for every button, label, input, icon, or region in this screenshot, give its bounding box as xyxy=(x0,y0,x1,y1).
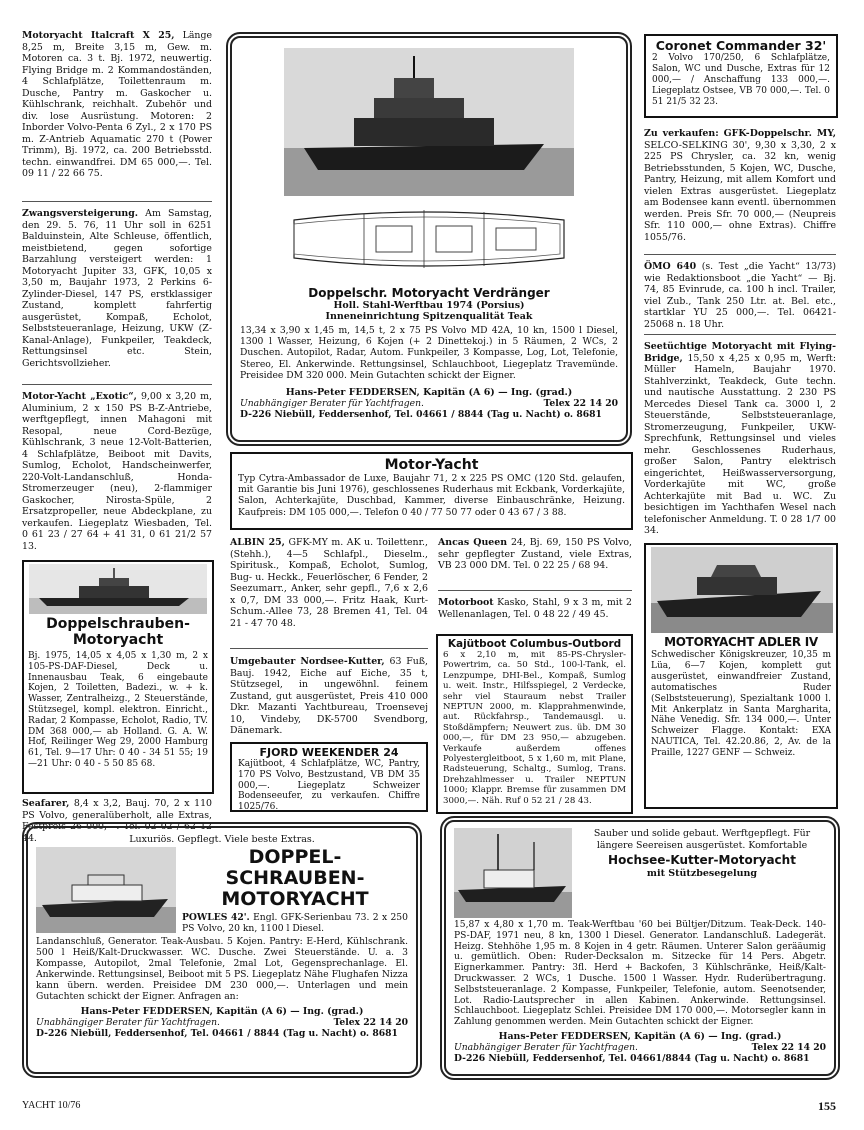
ad-zwangsversteigerung xyxy=(22,208,212,369)
ad-albin xyxy=(230,537,428,629)
ad-title: Coronet Commander 32' xyxy=(655,38,827,53)
agent-tagline: Unabhängiger Berater für Yachtfragen. xyxy=(454,1041,638,1053)
ad-body: Kajütboot, 4 Schlafplätze, WC, Pantry, 170 PS Volvo, Bestzustand, VB DM 35 000,—. Liegeplatz Schweizer Bodenseeufer, zu verkaufen. Chiffre 1025/76. xyxy=(238,759,420,813)
ad-title: ÖMO 640 xyxy=(644,261,697,272)
ad-columbus xyxy=(436,634,633,814)
agent-telex: Telex 22 14 20 xyxy=(543,398,618,410)
agent-address: D-226 Niebüll, Feddersenhof, Tel. 04661 / 8844 (Tag u. Nacht) o. 8681 xyxy=(240,409,602,421)
divider xyxy=(230,648,428,649)
ad-body: SELCO-SELKING 30', 9,30 x 3,30, 2 x 225 PS Chrysler, ca. 32 kn, wenig Betriebsstunden, 5 Kojen, WC, Dusche, Pantry, Heizung, mit allem Komfort und vielen Extras ausgerüstet. Liegeplatz am Bodensee kann eventl. übernommen werden. Preis Sfr. 70 000,— (Neupreis Sfr. 110 000,— ohne Extras). Chiffre 1055/76. xyxy=(644,139,836,243)
ad-title: Motor-Yacht „Exotic“, xyxy=(22,391,137,402)
ad-title: Doppelschrauben-Motoryacht xyxy=(46,616,190,648)
ad-title: Zu verkaufen: GFK-Doppelschr. MY, xyxy=(644,128,836,139)
ad-motorboot-kasko xyxy=(438,597,632,620)
ad-title-line: SCHRAUBEN- xyxy=(225,867,365,889)
agent-name: Hans-Peter FEDDERSEN, Kapitän (A 6) — Ing. (grad.) xyxy=(285,387,573,399)
page-number: 155 xyxy=(818,1099,836,1113)
ad-title: Seetüchtige Motoryacht mit Flying-Bridge, xyxy=(644,341,836,364)
ad-title: Ancas Queen xyxy=(438,537,508,548)
agent-telex: Telex 22 14 20 xyxy=(333,1017,408,1028)
divider xyxy=(644,334,836,335)
ad-verdraenger xyxy=(226,32,632,446)
ad-gfk-selco xyxy=(644,128,836,243)
ad-subtitle: mit Stützbesegelung xyxy=(646,868,758,879)
ad-body: Landanschluß, Generator. Teak-Ausbau. 5 Kojen. Pantry: E-Herd, Kühlschrank. 500 l Heiß/Kalt-Druckwasser. WC. Dusche. Zwei Steuerstände. U. a. 3 Kompasse, Autopilot, 2mal Telefonie, 2mal Lot, Gegensprechanlage. El. Ankerwinde. Rettungsinsel, Beiboot mit 5 PS. Liegeplatz Nähe Flughafen Nizza kann übern. werden. Preisidee DM 230 000,—. Unterlagen und mein Gutachten schickt der Eigner. Anfragen an: xyxy=(36,936,408,1002)
ad-tagline: Sauber und solide gebaut. Werftgepflegt. Für längere Seereisen ausgerüstet. Komfortable xyxy=(593,828,811,851)
ad-title: Doppelschr. Motoryacht Verdränger xyxy=(308,286,550,300)
ad-body: 8,4 x 3,2, Bauj. 70, 2 x 110 PS Volvo, generalüberholt, alle Extras, Festpreis 26 000,—. Tel. 02 02 / 62 12 44. xyxy=(22,798,212,844)
agent-line xyxy=(454,1042,826,1053)
agent-name: Hans-Peter FEDDERSEN, Kapitän (A 6) — Ing. (grad.) xyxy=(80,1006,364,1017)
divider xyxy=(438,590,632,591)
boat-photo xyxy=(651,547,833,633)
ad-title-line: MOTORYACHT xyxy=(221,888,369,910)
ad-header-row xyxy=(36,847,408,934)
ad-exotic xyxy=(22,391,212,552)
ad-oemo xyxy=(644,261,836,330)
ad-title: Motorboot xyxy=(438,597,494,608)
ad-body: GFK-MY m. AK u. Toilettenr., (Stehh.), 4—5 Schlafpl., Dieselm., Spiritusk., Kompaß, Echolot, Sumlog, Bug- u. Heckk., Feuerlöscher, 6 Fender, 2 Seezumarr., Anker, sehr gepfl., 7,6 x 2,6 x 0,7, DM 33 000,—. Fritz Haak, Kurt-Schum.-Allee 73, 28 Bremen 41, Tel. 04 21 - 47 70 48. xyxy=(230,537,428,629)
boat-photo xyxy=(284,48,574,196)
boat-photo xyxy=(454,828,572,918)
ad-subtitle: Inneneinrichtung Spitzenqualität Teak xyxy=(325,311,533,322)
ad-lead: POWLES 42'. xyxy=(182,912,250,923)
agent-address: D-226 Niebüll, Feddersenhof, Tel. 04661 / 8844 (Tag u. Nacht) o. 8681 xyxy=(36,1028,398,1039)
agent-line xyxy=(240,398,618,409)
ad-title: Motor-Yacht xyxy=(384,457,479,473)
divider xyxy=(22,384,212,385)
ad-title: FJORD WEEKENDER 24 xyxy=(259,746,399,759)
ad-title: Umgebauter Nordsee-Kutter, xyxy=(230,656,385,667)
ad-title: Hochsee-Kutter-Motoryacht xyxy=(608,853,796,867)
ad-body: 6 x 2,10 m, mit 85-PS-Chrysler-Powertrim, ca. 50 Std., 100-l-Tank, el. Lenzpumpe, DHI-Bel., Kompaß, Sumlog u. weit. Instr., Hilfsspiegel, 2 Verdecke, sehr viel Stauraum nebst Trailer NEPTUN 2000, m. Klapprahmenwinde, aut. Rückfahrsp., Tandemausgl. u. Stoßdämpfern; Neuwert zus. üb. DM 30 000,—, für DM 23 950,— abzugeben. Verkaufe außerdem offenes Polyestergleitboot, 5 x 1,60 m, mit Plane, Radsteuerung, Schaltg., Sumlog, Trans. Drehzahlmesser u. Trailer NEPTUN 1000; Klappr. Bremse für zusammen DM 3000,—. Näh. Ruf 0 52 21 / 28 43. xyxy=(443,650,626,806)
ad-title: Seafarer, xyxy=(22,798,70,809)
ad-body: 15,50 x 4,25 x 0,95 m, Werft: Müller Hameln, Baujahr 1970. Stahlverzinkt, Teakdeck, Gute techn. und nautische Ausstattung. 2 230 PS Mercedes Diesel Tank ca. 3000 l, 2 Steuerstände, Selbststeueranlage, Stromerzeugung, Funkpeiler, UKW-Sprechfunk, Rettungsinsel und vieles mehr. Geschlossenes Ruderhaus, großer Salon, Pantry elektrisch eingerichtet, Heißwasserversorgung, Vorderkajüte mit WC, große Achterkajüte mit Bad u. WC. Zu besichtigen im Yachthafen Wesel nach telefonischer Anmeldung. T. 0 28 1/7 00 34. xyxy=(644,352,836,536)
divider xyxy=(644,254,836,255)
ad-flying-bridge xyxy=(644,341,836,537)
ad-title: Kajütboot Columbus-Outbord xyxy=(447,638,622,650)
deck-plan-drawing xyxy=(284,200,574,278)
ad-body: Schwedischer Königskreuzer, 10,35 m Lüa, 6—7 Kojen, komplett gut ausgerüstet, einwandfreier Zustand, automatisches Ruder (Selbststeuerung), Spezialtank 1000 l. Mit Ankerplatz in Santa Margharita, Nähe Venedig. Sfr. 134 000,—. Unter Schweizer Flagge. Kontakt: EXA NAUTICA, Tel. 42.20.86, 2, Av. de la Praille, 1227 GENF — Schweiz. xyxy=(651,650,831,759)
ad-body: 9,00 x 3,20 m, Aluminium, 2 x 150 PS B-Z-Antriebe, werftgepflegt, innen Mahagoni mit Resopal, neue Cord-Bezüge, Kühlschrank, 3 neue 12-Volt-Batterien, 4 Schlafplätze, Beiboot mit Davits, Sumlog, Echolot, Handscheinwerfer, 220-Volt-Landanschluß, Honda-Stromerzeuger (neu), 2-flammiger Gaskocher, Nirosta-Spüle, 2 Ersatzpropeller, neue Abdeckplane, zu verkaufen. Liegeplatz Wiesbaden, Tel. 0 61 23 / 27 64 + 41 31, 0 61 21/2 57 13. xyxy=(22,391,213,552)
ad-body: Kasko, Stahl, 9 x 3 m, mit 2 Wellenanlagen, Tel. 0 48 22 / 49 45. xyxy=(438,597,632,620)
ad-adler xyxy=(644,543,838,809)
ad-motor-yacht-cytra xyxy=(230,452,633,530)
ad-body: 15,87 x 4,80 x 1,70 m. Teak-Werftbau '60 bei Bültjer/Ditzum. Teak-Deck. 140-PS-DAF, 1971 neu, 8 kn, 1300 l Diesel. Generator. Landanschluß. Ladegerät. Heizg. Stehhöhe 1,95 m. 8 Kojen in 4 getr. Räumen. Unterer Salon gerääumig u. gemütlich. Oben: Ruder-Decksalon m. Sitzecke für 14 Pers. Abgetr. Eignerkammer. Pantry: 3fl. Herd + Backofen, 3 Kühlschränke, Heiß/Kalt-Druckwasser. 2 WCs, 1 Dusche. 1500 l Wasser. Hydr. Ruderübertragung. Selbststeueranlage. 2 Kompasse, Funkpeiler, Telefonie, autom. Seenotsender, Lot. Radio-Lautsprecher in allen Kabinen. Ankerwinde. Rettungsinsel. Schlauchboot. Liegeplatz Schlei. Preisidee DM 170 000,—. Motorsegler kann in Zahlung genommen werden. Mein Gutachten schickt der Eigner. xyxy=(454,920,826,1028)
divider xyxy=(22,201,212,202)
ad-body: (s. Test „die Yacht“ 13/73) wie Redaktionsboot „die Yacht“ — Bj. 74, 85 Evinrude, ca. 100 h incl. Trailer, viel Zub., Tank 250 Ltr. at. Bel. etc., startklar YU 25 000,—. Tel. 06421-25068 n. 18 Uhr. xyxy=(644,261,836,330)
ad-title: ALBIN 25, xyxy=(230,537,285,548)
ad-ancas-queen xyxy=(438,537,632,572)
ad-doppelschrauben-box xyxy=(22,560,214,794)
ad-lead-row xyxy=(182,912,408,934)
ad-lead-body: Engl. GFK-Serienbau 73. 2 x 250 PS Volvo, 20 kn, 1100 l Diesel. xyxy=(182,912,409,934)
ad-body: 2 Volvo 170/250, 6 Schlafplätze, Salon, WC und Dusche, Extras für 12 000,— / Anschaffung 133 000,—. Liegeplatz Ostsee, VB 70 000,—. Tel. 0 51 21/5 32 23. xyxy=(652,53,830,107)
ad-body: 24, Bj. 69, 150 PS Volvo, sehr gepflegter Zustand, viele Extras, VB 23 000 DM. Tel. 0 22 25 / 68 94. xyxy=(438,537,633,571)
agent-tagline: Unabhängiger Berater für Yachtfragen. xyxy=(240,398,424,410)
ad-body: Bj. 1975, 14,05 x 4,05 x 1,30 m, 2 x 105-PS-DAF-Diesel, Deck u. Innenausbau Teak, 6 eingebaute Kojen, 2 Toiletten, Badezi., w. + k. Wasser, Zentralheizg., 2 Steuerstände, Stützsegel, kompl. elektron. Einricht., Radar, 2 Kompasse, Echolot, Radio, TV. DM 368 000,— ab Holland. G. A. W. Hof, Reilinger Weg 29, 2000 Hamburg 61, Tel. 9—17 Uhr: 0 40 - 34 51 55; 19—21 Uhr: 0 40 - 5 50 85 68. xyxy=(28,651,208,769)
agent-tagline: Unabhängiger Berater für Yachtfragen. xyxy=(36,1017,220,1028)
boat-photo xyxy=(36,847,176,933)
ad-nordsee-kutter xyxy=(230,656,428,737)
ad-tagline: Luxuriös. Gepflegt. Viele beste Extras. xyxy=(129,834,315,845)
ad-body: 63 Fuß, Bauj. 1942, Eiche auf Eiche, 35 t, Stützsegel, in ungewöhnl. feinem Zustand, gut ausgerüstet, Preis 410 000 Dkr. Mazanti Yachtbureau, Troensevej 10, Vindeby, DK-5700 Svendborg, Dänemark. xyxy=(230,656,428,736)
ad-heading xyxy=(578,828,826,918)
ad-fjord-weekender xyxy=(230,742,428,812)
ad-italcraft xyxy=(22,30,212,180)
ad-heading xyxy=(182,847,408,934)
agent-name: Hans-Peter FEDDERSEN, Kapitän (A 6) — Ing. (grad.) xyxy=(498,1030,782,1042)
agent-telex: Telex 22 14 20 xyxy=(751,1041,826,1053)
ad-powles xyxy=(22,822,422,1078)
ad-title-line: DOPPEL- xyxy=(248,846,342,868)
ad-hochsee-kutter xyxy=(440,816,840,1080)
ad-title: MOTORYACHT ADLER IV xyxy=(664,635,818,649)
ad-coronet xyxy=(644,34,838,118)
footer-issue: YACHT 10/76 xyxy=(22,1100,81,1111)
ad-body: Typ Cytra-Ambassador de Luxe, Baujahr 71, 2 x 225 PS OMC (120 Std. gelaufen, mit Garantie bis Juni 1976), geschlossenes Ruderhaus mit Eckbank, Vorderkajüte, Salon, Achterkajüte, Duschbad, Kammer, diverse Einbauschränke, Heizung. Kaufpreis: DM 105 000,—. Telefon 0 40 / 77 50 77 oder 0 43 67 / 3 88. xyxy=(238,473,625,518)
ad-body: 13,34 x 3,90 x 1,45 m, 14,5 t, 2 x 75 PS Volvo MD 42A, 10 kn, 1500 l Diesel, 1300 l Wasser, Heizung, 6 Kojen (+ 2 Dinettekoj.) in 5 Räumen, 2 WCs, 2 Duschen. Autopilot, Radar, Autom. Funkpeiler, 3 Kompasse, Log, Lot, Telefonie, Stereo, El. Ankerwinde. Rettungsinsel, Schlauchboot, Liegeplatz Travemünde. Preisidee DM 320 000. Mein Gutachten schickt der Eigner. xyxy=(240,325,618,381)
ad-body: Länge 8,25 m, Breite 3,15 m, Gew. m. Motoren ca. 3 t. Bj. 1972, neuwertig. Flying Bridge m. 2 Kommandoständen, 4 Schlafplätze, Toilettenraum m. Dusche, Pantry m. Gaskocher u. Kühlschrank, reichhalt. Zubehör und div. lose Ausrüstung. Motoren: 2 Inborder Volvo-Penta 6 Zyl., 2 x 170 PS m. Z-Antrieb Aquamatic 270 t (Power Trimm), Bj. 1972, ca. 200 Betriebsstd. techn. einwandfrei. DM 65 000,—. Tel. 09 11 / 22 66 75. xyxy=(22,30,212,179)
agent-address: D-226 Niebüll, Feddersenhof, Tel. 04661/8844 (Tag u. Nacht) o. 8681 xyxy=(454,1052,810,1064)
boat-photo xyxy=(29,564,207,614)
ad-title: Zwangsversteigerung. xyxy=(22,208,139,219)
ad-title: Motoryacht Italcraft X 25, xyxy=(22,30,175,41)
ad-header-row xyxy=(454,828,826,918)
ad-body: Am Samstag, den 29. 5. 76, 11 Uhr soll in 6251 Balduinstein, Alte Schleuse, öffentlich, meistbietend, gegen sofortige Barzahlung versteigert werden: 1 Motoryacht Jupiter 33, GFK, 10,05 x 3,50 m, Baujahr 1973, 2 Perkins 6-Zylinder-Diesel, 147 PS, erstklassiger Zustand, komplett fahrfertig ausgerüstet, Kompaß, Echolot, Selbststeueranlage, Heizung, UKW (Z-Kanal-Anlage), Funkpeiler, Teakdeck, Rettungsinsel etc. Stein, Gerichtsvollzieher. xyxy=(22,208,212,369)
agent-line xyxy=(36,1017,408,1028)
ad-subtitle: Holl. Stahl-Werftbau 1974 (Porsius) xyxy=(333,300,525,311)
